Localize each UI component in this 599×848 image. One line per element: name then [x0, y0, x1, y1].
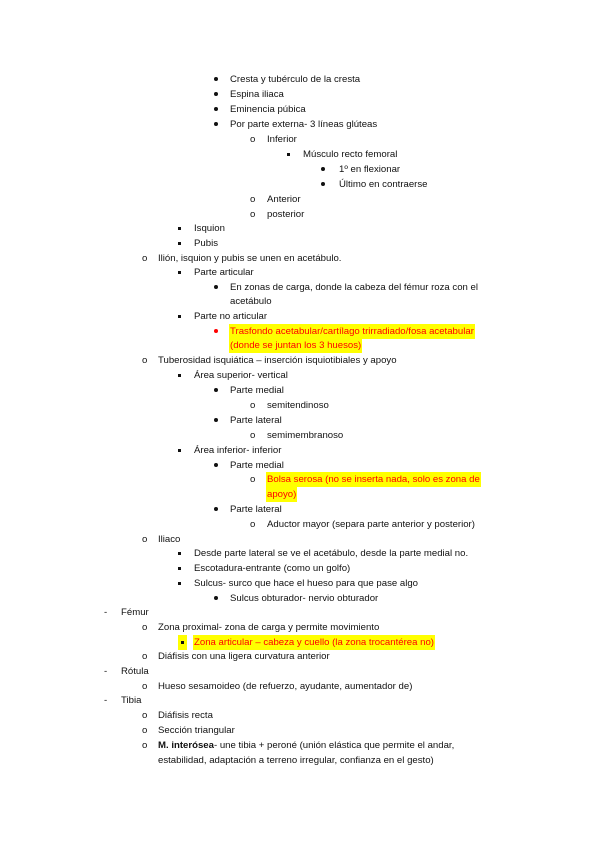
bullet-circle-icon: o — [250, 134, 256, 145]
bullet-circle-icon: o — [142, 253, 148, 264]
bullet-circle-icon: o — [142, 710, 148, 721]
bullet-square-icon — [178, 236, 181, 251]
bullet-circle-icon: o — [250, 209, 256, 220]
bullet-dot-icon — [214, 502, 218, 517]
term-definition: - une tibia + peroné (unión elástica que permite el andar, — [213, 740, 455, 751]
bullet-square-icon — [178, 561, 181, 576]
bullet-square-icon — [178, 309, 181, 324]
bullet-circle-icon: o — [142, 622, 148, 633]
bullet-dot-icon — [214, 72, 218, 87]
bullet-circle-icon: o — [142, 355, 148, 366]
bullet-dot-icon — [214, 117, 218, 132]
bullet-circle-icon: o — [250, 474, 256, 485]
bullet-circle-icon: o — [142, 651, 148, 662]
bullet-circle-icon: o — [250, 430, 256, 441]
bullet-circle-icon: o — [142, 725, 148, 736]
bullet-dot-icon — [321, 177, 325, 192]
bullet-dash-icon: - — [104, 607, 108, 618]
bullet-square-icon — [287, 147, 290, 162]
bullet-square-icon — [178, 546, 181, 561]
bullet-circle-icon: o — [250, 194, 256, 205]
bullet-dot-icon — [214, 413, 218, 428]
bullet-circle-icon: o — [250, 519, 256, 530]
bullet-dash-icon: - — [104, 666, 108, 677]
bold-term: M. interósea — [158, 740, 214, 751]
bullet-square-icon — [178, 221, 181, 236]
bullet-square-icon — [178, 576, 181, 591]
bullet-circle-icon: o — [142, 681, 148, 692]
bullet-square-icon — [178, 635, 187, 650]
bullet-dot-icon — [214, 458, 218, 473]
bullet-dot-icon — [214, 87, 218, 102]
bullet-dot-icon — [321, 162, 325, 177]
bullet-dot-icon — [214, 591, 218, 606]
bullet-square-icon — [178, 368, 181, 383]
bullet-square-icon — [178, 265, 181, 280]
bullet-circle-icon: o — [250, 400, 256, 411]
bullet-dot-icon — [214, 324, 218, 339]
bullet-dot-icon — [214, 383, 218, 398]
bullet-square-icon — [178, 443, 181, 458]
bullet-circle-icon: o — [142, 534, 148, 545]
bullet-circle-icon: o — [142, 740, 148, 751]
bullet-dash-icon: - — [104, 695, 108, 706]
bullet-dot-icon — [214, 102, 218, 117]
bullet-dot-icon — [214, 280, 218, 295]
